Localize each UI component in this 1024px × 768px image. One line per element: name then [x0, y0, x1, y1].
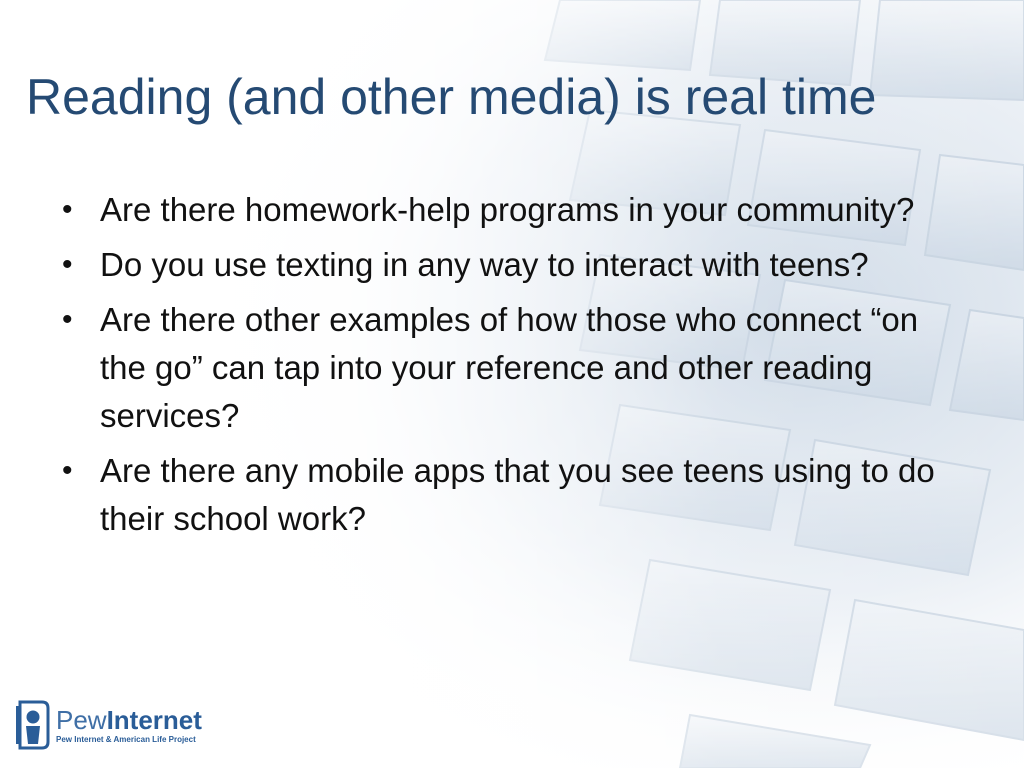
bullet-list — [58, 186, 958, 550]
bullet-text: Are there any mobile apps that you see teens using to do their school work? — [100, 452, 935, 537]
bullet-text: Are there homework-help programs in your community? — [100, 191, 915, 228]
pew-internet-logo — [14, 700, 204, 756]
logo-wordmark — [56, 706, 202, 734]
bullet-text: Do you use texting in any way to interact with teens? — [100, 246, 869, 283]
pew-logo-icon — [14, 700, 50, 750]
bullet-text: Are there other examples of how those who connect “on the go” can tap into your reference and other reading services? — [100, 301, 919, 434]
bullet-marker: • — [62, 193, 73, 226]
bullet-item — [58, 296, 958, 440]
slide-title: Reading (and other media) is real time — [26, 69, 877, 125]
bullet-item — [58, 447, 958, 543]
bullet-item — [58, 241, 958, 289]
bullet-marker: • — [62, 454, 73, 487]
logo-tagline: Pew Internet & American Life Project — [56, 735, 196, 744]
bullet-item — [58, 186, 958, 234]
logo-name-pew: Pew — [56, 705, 107, 735]
bullet-marker: • — [62, 248, 73, 281]
logo-name-internet: Internet — [106, 705, 202, 735]
bullet-marker: • — [62, 303, 73, 336]
